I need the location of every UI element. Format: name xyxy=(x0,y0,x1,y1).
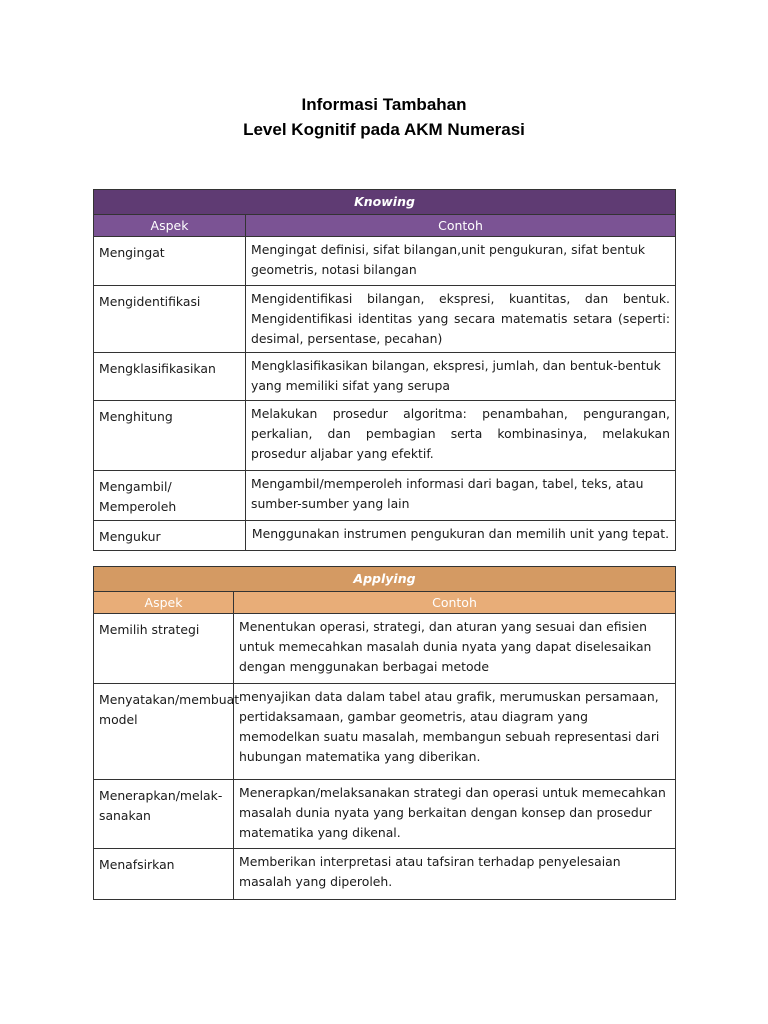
aspek-cell: Mengambil/ Memperoleh xyxy=(94,471,246,521)
applying-table xyxy=(93,566,676,900)
contoh-cell: Mengidentifikasi bilangan, ekspresi, kuantitas, dan bentuk. Mengidentifikasi identitas yang secara matematis setara (seperti: desimal, persentase, pecahan) xyxy=(246,286,676,353)
contoh-cell: Menerapkan/melaksanakan strategi dan operasi untuk memecahkan masalah dunia nyata yang berkaitan dengan konsep dan prosedur matematika yang dikenal. xyxy=(234,780,676,849)
aspek-cell: Mengukur xyxy=(94,521,246,551)
contoh-cell: menyajikan data dalam tabel atau grafik, merumuskan persamaan, pertidaksamaan, gambar geometris, atau diagram yang memodelkan suatu masalah, membangun sebuah representasi dari hubungan matematika yang diberikan. xyxy=(234,684,676,780)
contoh-cell: Memberikan interpretasi atau tafsiran terhadap penyelesaian masalah yang diperoleh. xyxy=(234,849,676,900)
knowing-band-header: Knowing xyxy=(94,190,676,215)
contoh-cell: Menggunakan instrumen pengukuran dan memilih unit yang tepat. xyxy=(246,521,676,551)
table-row xyxy=(94,286,676,353)
aspek-cell: Menerapkan/melak-sanakan xyxy=(94,780,234,849)
aspek-cell: Mengidentifikasi xyxy=(94,286,246,353)
aspek-cell: Mengingat xyxy=(94,237,246,286)
table-row xyxy=(94,780,676,849)
page-title: Informasi Tambahan xyxy=(301,95,467,114)
column-header-aspek: Aspek xyxy=(94,215,246,237)
table-row xyxy=(94,849,676,900)
table-row xyxy=(94,471,676,521)
table-row xyxy=(94,237,676,286)
contoh-cell: Mengingat definisi, sifat bilangan,unit pengukuran, sifat bentuk geometris, notasi bilangan xyxy=(246,237,676,286)
applying-band-header: Applying xyxy=(94,567,676,592)
contoh-cell: Mengambil/memperoleh informasi dari bagan, tabel, teks, atau sumber-sumber yang lain xyxy=(246,471,676,521)
column-header-contoh: Contoh xyxy=(234,592,676,614)
table-row xyxy=(94,521,676,551)
aspek-cell: Menafsirkan xyxy=(94,849,234,900)
aspek-cell: Mengklasifikasikan xyxy=(94,353,246,401)
knowing-table xyxy=(93,189,676,551)
column-header-contoh: Contoh xyxy=(246,215,676,237)
contoh-cell: Menentukan operasi, strategi, dan aturan yang sesuai dan efisien untuk memecahkan masalah dunia nyata yang dapat diselesaikan dengan menggunakan berbagai metode xyxy=(234,614,676,684)
column-header-aspek: Aspek xyxy=(94,592,234,614)
contoh-cell: Melakukan prosedur algoritma: penambahan, pengurangan, perkalian, dan pembagian serta kombinasinya, melakukan prosedur aljabar yang efektif. xyxy=(246,401,676,471)
page-subtitle: Level Kognitif pada AKM Numerasi xyxy=(243,120,525,139)
aspek-cell: Memilih strategi xyxy=(94,614,234,684)
aspek-cell: Menyatakan/membuat model xyxy=(94,684,234,780)
table-row xyxy=(94,401,676,471)
table-row xyxy=(94,353,676,401)
aspek-cell: Menghitung xyxy=(94,401,246,471)
table-row xyxy=(94,684,676,780)
contoh-cell: Mengklasifikasikan bilangan, ekspresi, jumlah, dan bentuk-bentuk yang memiliki sifat yang serupa xyxy=(246,353,676,401)
table-row xyxy=(94,614,676,684)
